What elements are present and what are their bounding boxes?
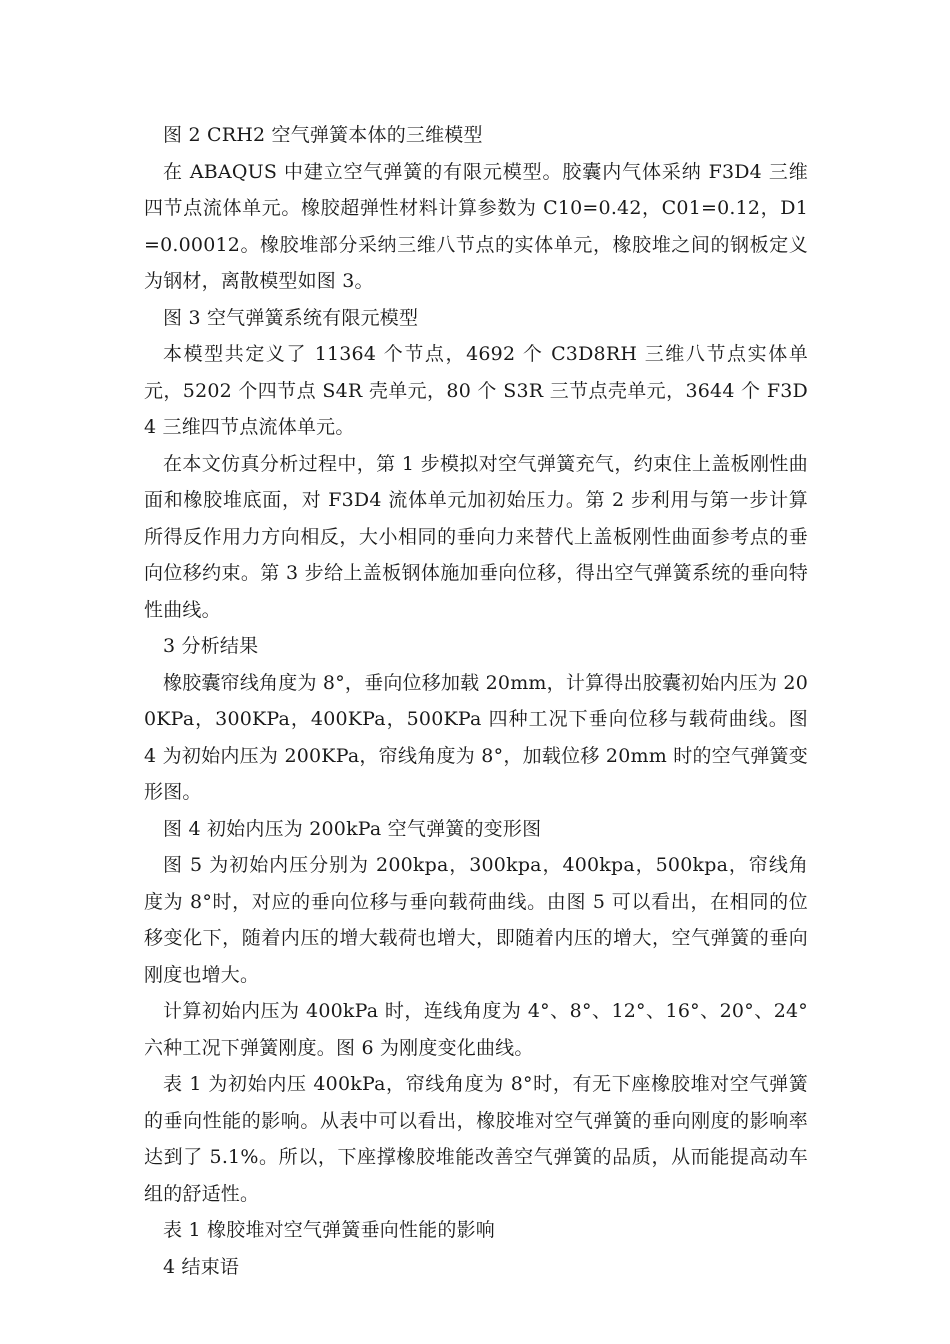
figure-2-caption: 图 2 CRH2 空气弹簧本体的三维模型	[163, 124, 483, 146]
paragraph-figure-5: 图 5 为初始内压分别为 200kpa，300kpa，400kpa，500kpa，帘线角度为 8°时，对应的垂向位移与垂向载荷曲线。由图 5 可以看出，在相同的位移变化下，随着内压的增大载荷也增大，即随着内压的增大，空气弹簧的垂向刚度也增大。	[144, 854, 808, 986]
figure-3-caption: 图 3 空气弹簧系统有限元模型	[163, 306, 419, 329]
paragraph-pressure-cases: 橡胶囊帘线角度为 8°，垂向位移加载 20mm，计算得出胶囊初始内压为 200KPa，300KPa，400KPa，500KPa 四种工况下垂向位移与载荷曲线。图 4 为初始内压为 200KPa，帘线角度为 8°，加载位移 20mm 时的空气弹簧变形图。	[144, 671, 808, 803]
section-heading-conclusion: 4 结束语	[163, 1255, 240, 1278]
table-1-caption: 表 1 橡胶堆对空气弹簧垂向性能的影响	[163, 1219, 495, 1241]
figure-4-caption: 图 4 初始内压为 200kPa 空气弹簧的变形图	[163, 817, 542, 840]
paragraph-model-elements: 本模型共定义了 11364 个节点，4692 个 C3D8RH 三维八节点实体单元，5202 个四节点 S4R 壳单元，80 个 S3R 三节点壳单元，3644 个 F3D4 三维四节点流体单元。	[144, 343, 808, 438]
paragraph-fem-model: 在 ABAQUS 中建立空气弹簧的有限元模型。胶囊内气体采纳 F3D4 三维四节点流体单元。橡胶超弹性材料计算参数为 C10=0.42，C01=0.12，D1=0.00012。橡胶堆部分采纳三维八节点的实体单元，橡胶堆之间的钢板定义为钢材，离散模型如图 3。	[144, 160, 808, 292]
paragraph-simulation-steps: 在本文仿真分析过程中，第 1 步模拟对空气弹簧充气，约束住上盖板刚性曲面和橡胶堆底面，对 F3D4 流体单元加初始压力。第 2 步利用与第一步计算所得反作用力方向相反，大小相同的垂向力来替代上盖板刚性曲面参考点的垂向位移约束。第 3 步给上盖板钢体施加垂向位移，得出空气弹簧系统的垂向特性曲线。	[144, 452, 808, 621]
document-body	[144, 117, 808, 1285]
paragraph-figure-6: 计算初始内压为 400kPa 时，连线角度为 4°、8°、12°、16°、20°、24°六种工况下弹簧刚度。图 6 为刚度变化曲线。	[144, 1000, 808, 1059]
section-heading-analysis-results: 3 分析结果	[163, 635, 259, 657]
paragraph-table-1: 表 1 为初始内压 400kPa，帘线角度为 8°时，有无下座橡胶堆对空气弹簧的垂向性能的影响。从表中可以看出，橡胶堆对空气弹簧的垂向刚度的影响率达到了 5.1%。所以，下座撑橡胶堆能改善空气弹簧的品质，从而能提高动车组的舒适性。	[144, 1073, 808, 1205]
